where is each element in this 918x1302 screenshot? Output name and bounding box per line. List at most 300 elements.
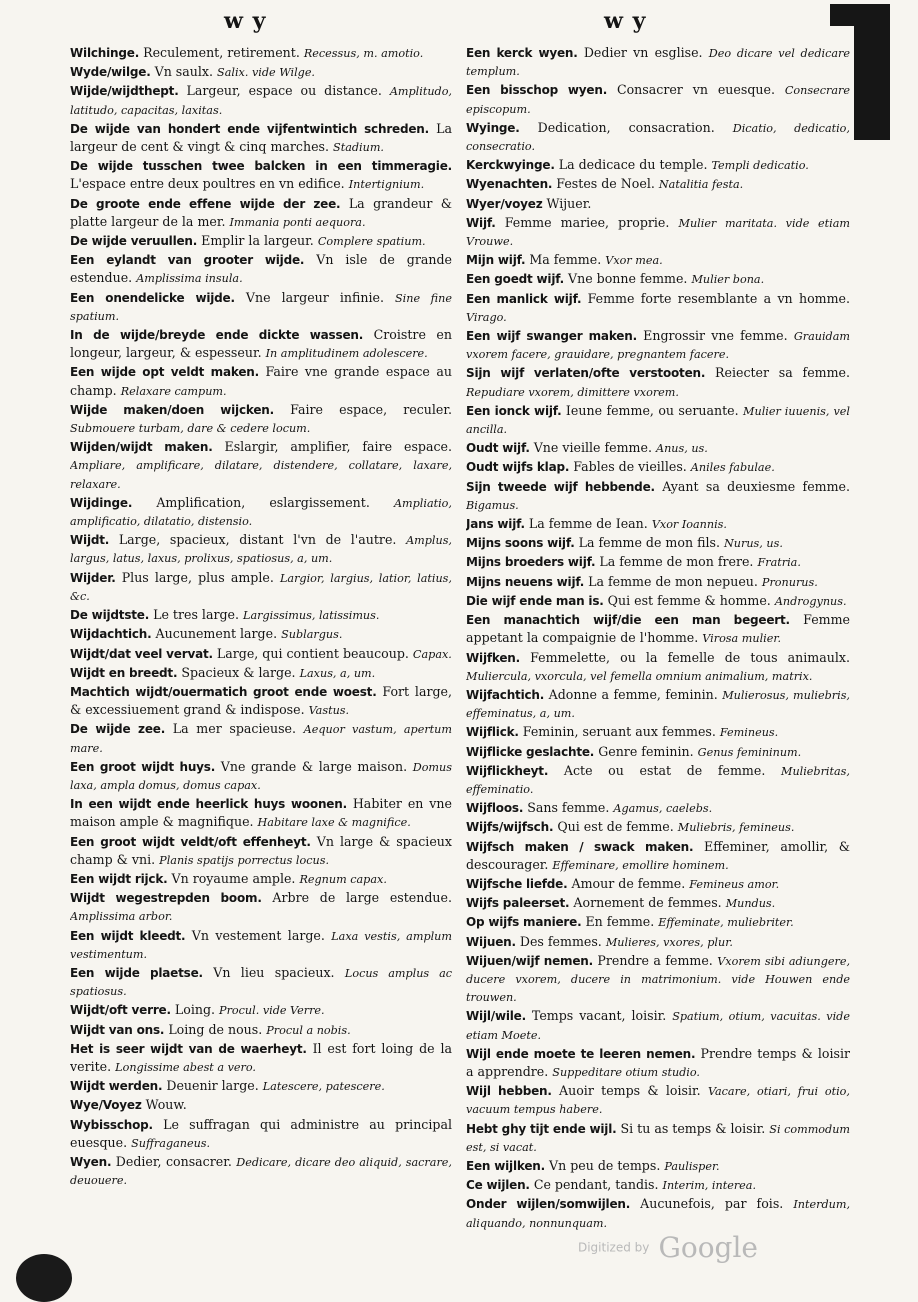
headword: Een onendelicke wijde. [70,291,235,305]
french-gloss: Vn saulx. [155,64,213,79]
headword: Een wijdt rijck. [70,872,167,886]
french-gloss: Aucunefois, par fois. [640,1196,783,1211]
dictionary-entry [70,326,452,362]
latin-gloss: Submouere turbam, dare & cedere locum. [70,422,310,435]
headword: Wyer/voyez [466,197,543,211]
headword: Ce wijlen. [466,1178,530,1192]
latin-gloss: Domus laxa, ampla domus, domus capax. [70,761,452,792]
headword: In een wijdt ende heerlick huys woonen. [70,797,347,811]
latin-gloss: Dedicare, dicare deo aliquid, sacrare, deuouere. [70,1156,452,1187]
headword: Wijflickheyt. [466,764,548,778]
latin-gloss: Amplissima insula. [136,272,242,285]
headword: Mijns soons wijf. [466,536,575,550]
headword: Wijl hebben. [466,1084,552,1098]
dictionary-entry [70,363,452,399]
headword: Wijdt/oft verre. [70,1003,171,1017]
headword: Sijn wijf verlaten/ofte verstooten. [466,366,705,380]
headword: Wyenachten. [466,177,552,191]
french-gloss: Arbre de large estendue. [272,890,452,905]
headword: Op wijfs maniere. [466,915,581,929]
dictionary-entry [466,838,850,874]
headword: Jans wijf. [466,517,525,531]
french-gloss: Fort large, & excessiuement grand & indispose. [70,684,452,717]
french-gloss: Wijuer. [547,196,592,211]
french-gloss: Femme forte resemblante a vn homme. [588,291,850,306]
dictionary-entry [70,63,452,81]
latin-gloss: Vxor Ioannis. [652,518,727,531]
french-gloss: Vne bonne femme. [568,271,687,286]
french-gloss: Amplification, eslargissement. [156,495,370,510]
french-gloss: Engrossir vne femme. [643,328,787,343]
headword: Wijdinge. [70,496,132,510]
latin-gloss: Mulieres, vxores, plur. [606,936,733,949]
dictionary-entry [466,175,850,193]
latin-gloss: Stadium. [333,141,384,154]
latin-gloss: Largior, largius, latior, latius, &c. [70,572,452,603]
french-gloss: Spacieux & large. [181,665,295,680]
headword: Wijl ende moete te leeren nemen. [466,1047,695,1061]
latin-gloss: Mulierosus, muliebris, effeminatus, a, um. [466,689,850,720]
headword: Wijde maken/doen wijcken. [70,403,274,417]
french-gloss: Vn vestement large. [192,928,325,943]
dictionary-entry [466,1082,850,1118]
headword: Machtich wijdt/ouermatich groot ende woest. [70,685,377,699]
french-gloss: Ma femme. [529,252,601,267]
dictionary-entry [466,478,850,514]
french-gloss: La femme de mon fils. [579,535,720,550]
dictionary-entry [466,875,850,893]
latin-gloss: Androgynus. [775,595,847,608]
dictionary-entry [70,531,452,567]
headword: Wijuen. [466,935,516,949]
dictionary-entry [466,894,850,912]
french-gloss: Le suffragan qui administre au principal euesque. [70,1117,452,1150]
french-gloss: Feminin, seruant aux femmes. [523,724,716,739]
headword: Wijder. [70,571,116,585]
latin-gloss: Capax. [413,648,452,661]
headword: Wilchinge. [70,46,139,60]
dictionary-entry [466,44,850,80]
latin-gloss: Interim, interea. [663,1179,756,1192]
french-gloss: Ce pendant, tandis. [534,1177,659,1192]
dictionary-entry [466,952,850,1007]
latin-gloss: Agamus, caelebs. [613,802,712,815]
french-gloss: Prendre temps & loisir a apprendre. [466,1046,850,1079]
dictionary-entry [70,833,452,869]
latin-gloss: Ampliare, amplificare, dilatare, distendere, collatare, laxare, relaxare. [70,459,452,490]
dictionary-entry [466,553,850,571]
french-gloss: Aucunement large. [156,626,278,641]
latin-gloss: Laxus, a, um. [300,667,376,680]
french-gloss: Ayant sa deuxiesme femme. [662,479,850,494]
watermark-prefix: Digitized by [578,1241,649,1255]
latin-gloss: Effeminare, emollire hominem. [552,859,728,872]
dictionary-entry [466,1195,850,1231]
dictionary-entry [70,758,452,794]
latin-gloss: Effeminate, muliebriter. [658,916,793,929]
headword: De wijde zee. [70,722,165,736]
dictionary-entry [466,515,850,533]
latin-gloss: Amplissima arbor. [70,910,173,923]
french-gloss: La femme de mon nepueu. [588,574,758,589]
latin-gloss: Suppeditare otium studio. [552,1066,700,1079]
dictionary-entry [70,1001,452,1019]
french-gloss: La femme de Iean. [529,516,648,531]
dictionary-entry [466,1045,850,1081]
french-gloss: Des femmes. [520,934,602,949]
headword: Een wijde plaetse. [70,966,203,980]
headword: Wijfsche liefde. [466,877,567,891]
latin-gloss: Anus, us. [656,442,708,455]
latin-gloss: Muliercula, vxorcula, vel femella omnium animalium, matrix. [466,670,813,683]
french-gloss: Dedier vn esglise. [584,45,703,60]
french-gloss: Eslargir, amplifier, faire espace. [225,439,452,454]
dictionary-entry [466,81,850,117]
dictionary-entry [466,534,850,552]
french-gloss: Il est fort loing de la verite. [70,1041,452,1074]
dictionary-entry [70,494,452,530]
latin-gloss: Bigamus. [466,499,519,512]
headword: Een manachtich wijf/die een man begeert. [466,613,790,627]
latin-gloss: Pronurus. [762,576,818,589]
latin-gloss: Complere spatium. [318,235,426,248]
latin-gloss: Planis spatijs porrectus locus. [159,854,329,867]
dictionary-entry [466,195,850,213]
dictionary-entry [466,723,850,741]
headword: Wye/Voyez [70,1098,142,1112]
french-gloss: Reculement, retirement. [143,45,300,60]
latin-gloss: Muliebritas, effeminatio. [466,765,850,796]
dictionary-entry [70,664,452,682]
headword: Een groot wijdt veldt/oft effenheyt. [70,835,311,849]
latin-gloss: Suffraganeus. [131,1137,210,1150]
latin-gloss: Largissimus, latissimus. [243,609,379,622]
french-gloss: Reiecter sa femme. [715,365,850,380]
headword: Wijdt/dat veel vervat. [70,647,213,661]
dictionary-entry [70,289,452,325]
left-column [70,44,452,1234]
latin-gloss: Regnum capax. [299,873,386,886]
french-gloss: Acte ou estat de femme. [564,763,765,778]
latin-gloss: Dicatio, dedicatio, consecratio. [466,122,850,153]
headword: Hebt ghy tijt ende wijl. [466,1122,616,1136]
dictionary-entry [70,870,452,888]
headword: Wijflicke geslachte. [466,745,594,759]
headword: Oudt wijfs klap. [466,460,569,474]
dictionary-entry [466,119,850,155]
dictionary-entry [70,889,452,925]
french-gloss: En femme. [585,914,654,929]
latin-gloss: Mulier iuuenis, vel ancilla. [466,405,850,436]
french-gloss: Large, spacieux, distant l'vn de l'autre. [119,532,397,547]
french-gloss: Femme mariee, proprie. [505,215,670,230]
latin-gloss: Locus amplus ac spatiosus. [70,967,452,998]
latin-gloss: Amplus, largus, latus, laxus, prolixus, spatiosus, a, um. [70,534,452,565]
headword: Wijdt wegestrepden boom. [70,891,262,905]
latin-gloss: Immania ponti aequora. [230,216,366,229]
french-gloss: Emplir la largeur. [201,233,314,248]
headword: In de wijde/breyde ende dickte wassen. [70,328,363,342]
headword: Wijf. [466,216,496,230]
latin-gloss: Relaxare campum. [121,385,227,398]
french-gloss: Fables de vieilles. [573,459,687,474]
french-gloss: Largeur, espace ou distance. [187,83,382,98]
dictionary-entry [466,214,850,250]
french-gloss: Vne vieille femme. [534,440,652,455]
french-gloss: Femmelette, ou la femelle de tous animaulx. [530,650,850,665]
latin-gloss: Mundus. [726,897,776,910]
headword: Een groot wijdt huys. [70,760,215,774]
dictionary-entry [466,327,850,363]
right-column [466,44,850,1234]
latin-gloss: Muliebris, femineus. [678,821,795,834]
headword: Een goedt wijf. [466,272,564,286]
headword: Wyde/wilge. [70,65,151,79]
latin-gloss: Sublargus. [281,628,342,641]
dictionary-entry [466,270,850,288]
headword: Een wijlken. [466,1159,545,1173]
headword: Mijn wijf. [466,253,525,267]
french-gloss: La largeur de cent & vingt & cinq marches. [70,121,452,154]
dictionary-entry [466,1157,850,1175]
dictionary-entry [466,913,850,931]
french-gloss: Vn large & spacieux champ & vni. [70,834,452,867]
headword: Wijdt van ons. [70,1023,164,1037]
dictionary-entry [466,818,850,836]
headword: De groote ende effene wijde der zee. [70,197,340,211]
french-gloss: Adonne a femme, feminin. [549,687,718,702]
dictionary-entry [466,439,850,457]
headword: Wybisschop. [70,1118,153,1132]
headword: De wijde tusschen twee balcken in een timmeragie. [70,159,452,173]
dictionary-entry [70,683,452,719]
latin-gloss: Consecrare episcopum. [466,84,850,115]
headword: Wyen. [70,1155,111,1169]
latin-gloss: Deo dicare vel dedicare templum. [466,47,850,78]
latin-gloss: Grauidam vxorem facere, grauidare, pregnantem facere. [466,330,850,361]
dictionary-entry [70,401,452,437]
dictionary-entry [70,645,452,663]
dictionary-entry [466,402,850,438]
page-edge-tab [854,4,890,140]
french-gloss: Le tres large. [153,607,239,622]
dictionary-entry [466,799,850,817]
headword: Een kerck wyen. [466,46,578,60]
latin-gloss: Mulier bona. [691,273,764,286]
corner-ink-blot [16,1254,72,1302]
headword: Wijdt werden. [70,1079,162,1093]
headword: Het is seer wijdt van de waerheyt. [70,1042,307,1056]
headword: Wijuen/wijf nemen. [466,954,593,968]
french-gloss: Femme appetant la compaignie de l'homme. [466,612,850,645]
french-gloss: Genre feminin. [598,744,693,759]
french-gloss: Consacrer vn euesque. [617,82,775,97]
dictionary-entry [466,458,850,476]
latin-gloss: Spatium, otium, vacuitas. vide etiam Moete. [466,1010,850,1041]
dictionary-entry [466,762,850,798]
dictionary-entry [70,795,452,831]
headword: Wijfsch maken / swack maken. [466,840,693,854]
french-gloss: La femme de mon frere. [599,554,753,569]
french-gloss: Vne largeur infinie. [246,290,384,305]
french-gloss: Ieune femme, ou seruante. [566,403,739,418]
french-gloss: L'espace entre deux poultres en vn edifice. [70,176,345,191]
french-gloss: Si tu as temps & loisir. [620,1121,765,1136]
headword: Wijdt en breedt. [70,666,177,680]
dictionary-entry [466,686,850,722]
digitized-watermark [578,1231,758,1264]
dictionary-entry [70,120,452,156]
french-gloss: La mer spacieuse. [173,721,296,736]
dictionary-entry [70,720,452,756]
latin-gloss: Aniles fabulae. [691,461,775,474]
french-gloss: Prendre a femme. [597,953,712,968]
dictionary-entry [70,1021,452,1039]
latin-gloss: Longissime abest a vero. [115,1061,256,1074]
french-gloss: Vne grande & large maison. [221,759,407,774]
dictionary-entry [466,611,850,647]
headword: Wijden/wijdt maken. [70,440,213,454]
dictionary-entry [466,1176,850,1194]
dictionary-entry [466,592,850,610]
headword: Wijdt. [70,533,109,547]
latin-gloss: Vacare, otiari, frui otio, vacuum tempus habere. [466,1085,850,1116]
latin-gloss: In amplitudinem adolescere. [266,347,428,360]
headword: Een ionck wijf. [466,404,562,418]
headword: Wijdachtich. [70,627,151,641]
headword: Wijfs paleerset. [466,896,569,910]
latin-gloss: Virosa mulier. [702,632,781,645]
headword: Wijfken. [466,651,520,665]
dictionary-entry [70,232,452,250]
french-gloss: Vn peu de temps. [549,1158,660,1173]
dictionary-entry [70,1096,452,1114]
dictionary-entry [70,569,452,605]
french-gloss: Sans femme. [527,800,609,815]
headword: Mijns broeders wijf. [466,555,595,569]
latin-gloss: Aequor vastum, apertum mare. [70,723,452,754]
french-gloss: La grandeur & platte largeur de la mer. [70,196,452,229]
latin-gloss: Vxor mea. [605,254,662,267]
latin-gloss: Vastus. [309,704,349,717]
dictionary-entry [70,251,452,287]
french-gloss: Faire vne grande espace au champ. [70,364,452,397]
latin-gloss: Procul a nobis. [266,1024,350,1037]
french-gloss: Qui est de femme. [557,819,673,834]
french-gloss: Vn lieu spacieux. [213,965,334,980]
latin-gloss: Virago. [466,311,507,324]
french-gloss: Dedication, consacration. [538,120,715,135]
french-gloss: Loing de nous. [168,1022,262,1037]
headword: Wyinge. [466,121,520,135]
google-logo: Google [658,1231,758,1264]
french-gloss: Dedier, consacrer. [116,1154,232,1169]
headword: Een bisschop wyen. [466,83,607,97]
headword: Wijfs/wijfsch. [466,820,553,834]
dictionary-entry [70,1153,452,1189]
dictionary-entry [466,290,850,326]
dictionary-entry [466,1007,850,1043]
french-gloss: Loing. [175,1002,215,1017]
headword: Wijfloos. [466,801,523,815]
headword: Wijfachtich. [466,688,544,702]
french-gloss: Croistre en longeur, largeur, & espesseur. [70,327,452,360]
latin-gloss: Femineus amor. [689,878,779,891]
latin-gloss: Salix. vide Wilge. [217,66,315,79]
dictionary-entry [70,1040,452,1076]
latin-gloss: Procul. vide Verre. [219,1004,325,1017]
dictionary-entry [466,251,850,269]
headword: Onder wijlen/somwijlen. [466,1197,630,1211]
french-gloss: Effeminer, amollir, & descourager. [466,839,850,872]
dictionary-entry [466,933,850,951]
dictionary-entry [466,573,850,591]
dictionary-entry [70,625,452,643]
french-gloss: La dedicace du temple. [559,157,708,172]
latin-gloss: Vxorem sibi adiungere, ducere vxorem, ducere in matrimonium. vide Houwen ende trouwen. [466,955,850,1004]
latin-gloss: Paulisper. [664,1160,719,1173]
headword: Die wijf ende man is. [466,594,604,608]
headword: Wijde/wijdthept. [70,84,179,98]
french-gloss: Plus large, plus ample. [122,570,274,585]
french-gloss: Temps vacant, loisir. [532,1008,666,1023]
latin-gloss: Nurus, us. [724,537,783,550]
french-gloss: Auoir temps & loisir. [559,1083,701,1098]
latin-gloss: Genus femininum. [698,746,802,759]
dictionary-entry [466,156,850,174]
headword: Sijn tweede wijf hebbende. [466,480,655,494]
latin-gloss: Ampliatio, amplificatio, dilatatio, distensio. [70,497,452,528]
french-gloss: Amour de femme. [572,876,686,891]
french-gloss: Habiter en vne maison ample & magnifique. [70,796,452,829]
headword: Wijflick. [466,725,519,739]
latin-gloss: Interdum, aliquando, nonnunquam. [466,1198,850,1229]
headword: Een wijdt kleedt. [70,929,185,943]
latin-gloss: Fratria. [757,556,800,569]
dictionary-entry [70,44,452,62]
dictionary-entry [70,964,452,1000]
french-gloss: Festes de Noel. [556,176,655,191]
latin-gloss: Mulier maritata. vide etiam Vrouwe. [466,217,850,248]
running-head-left: w y [224,8,266,34]
french-gloss: Faire espace, reculer. [290,402,452,417]
dictionary-entry [70,157,452,193]
dictionary-entry [70,82,452,118]
dictionary-entry [466,364,850,400]
headword: Een eylandt van grooter wijde. [70,253,304,267]
latin-gloss: Sine fine spatium. [70,292,452,323]
dictionary-entry [466,743,850,761]
headword: Mijns neuens wijf. [466,575,584,589]
headword: Een wijde opt veldt maken. [70,365,259,379]
dictionary-entry [70,927,452,963]
dictionary-entry [70,195,452,231]
latin-gloss: Amplitudo, latitudo, capacitas, laxitas. [70,85,452,116]
dictionary-entry [70,438,452,493]
headword: De wijdtste. [70,608,149,622]
french-gloss: Large, qui contient beaucoup. [217,646,409,661]
headword: De wijde van hondert ende vijfentwintich schreden. [70,122,429,136]
dictionary-entry [70,1077,452,1095]
page-header [0,8,918,36]
french-gloss: Vn isle de grande estendue. [70,252,452,285]
dictionary-entry [466,1120,850,1156]
latin-gloss: Laxa vestis, amplum vestimentum. [70,930,452,961]
headword: Wijl/wile. [466,1009,526,1023]
latin-gloss: Intertignium. [349,178,424,191]
headword: Kerckwyinge. [466,158,555,172]
french-gloss: Qui est femme & homme. [608,593,771,608]
